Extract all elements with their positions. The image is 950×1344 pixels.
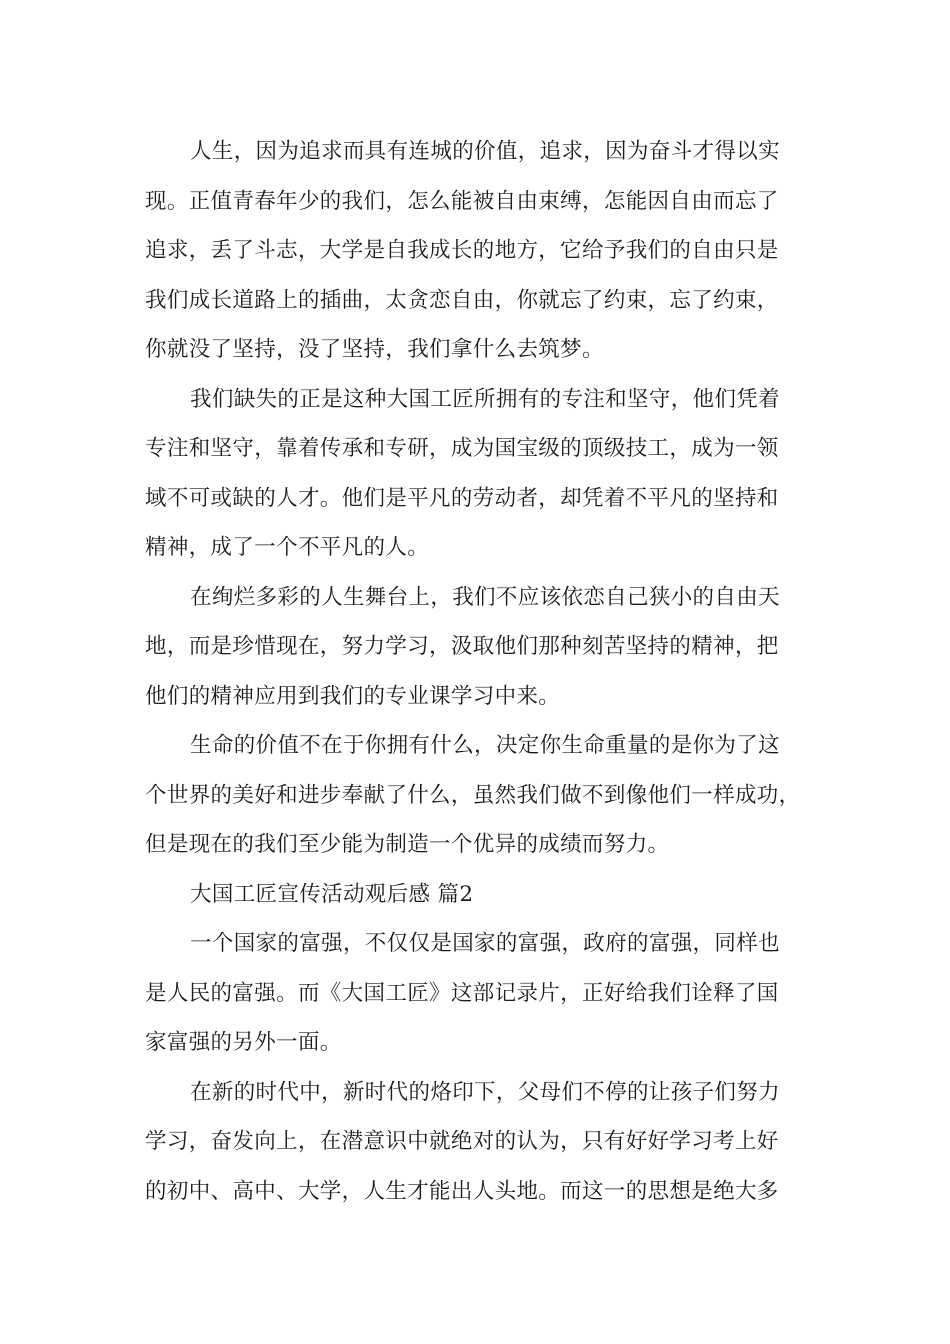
paragraph-2-line-2: 专注和坚守，靠着传承和专研，成为国宝级的顶级技工，成为一领 — [145, 436, 779, 461]
paragraph-3-line-1: 在绚烂多彩的人生舞台上，我们不应该依恋自己狭小的自由天 — [190, 585, 780, 610]
paragraph-1-line-2: 现。正值青春年少的我们，怎么能被自由束缚，怎能因自由而忘了 — [145, 189, 779, 214]
paragraph-4-line-3: 但是现在的我们至少能为制造一个优异的成绩而努力。 — [145, 832, 670, 857]
paragraph-2-line-4: 精神，成了一个不平凡的人。 — [145, 535, 430, 560]
paragraph-2-line-3: 域不可或缺的人才。他们是平凡的劳动者，却凭着不平凡的坚持和 — [145, 486, 779, 511]
paragraph-4-line-1: 生命的价值不在于你拥有什么，决定你生命重量的是你为了这 — [190, 733, 780, 758]
paragraph-3-line-3: 他们的精神应用到我们的专业课学习中来。 — [145, 684, 561, 709]
paragraph-5-line-2: 是人民的富强。而《大国工匠》这部记录片，正好给我们诠释了国 — [145, 981, 779, 1006]
paragraph-5-line-3: 家富强的另外一面。 — [145, 1030, 342, 1055]
paragraph-6-line-3: 的初中、高中、大学，人生才能出人头地。而这一的思想是绝大多 — [145, 1179, 779, 1204]
paragraph-1-line-1: 人生，因为追求而具有连城的价值，追求，因为奋斗才得以实 — [190, 139, 780, 164]
paragraph-1-line-4: 我们成长道路上的插曲，太贪恋自由，你就忘了约束，忘了约束， — [145, 288, 779, 313]
paragraph-2-line-1: 我们缺失的正是这种大国工匠所拥有的专注和坚守，他们凭着 — [190, 387, 780, 412]
paragraph-1-line-5: 你就没了坚持，没了坚持，我们拿什么去筑梦。 — [145, 337, 604, 362]
paragraph-4-line-2: 个世界的美好和进步奉献了什么，虽然我们做不到像他们一样成功， — [145, 783, 801, 808]
paragraph-1-line-3: 追求，丢了斗志，大学是自我成长的地方，它给予我们的自由只是 — [145, 238, 779, 263]
paragraph-3-line-2: 地，而是珍惜现在，努力学习，汲取他们那种刻苦坚持的精神，把 — [145, 634, 779, 659]
paragraph-6-line-1: 在新的时代中，新时代的烙印下，父母们不停的让孩子们努力 — [190, 1080, 780, 1105]
paragraph-5-line-1: 一个国家的富强，不仅仅是国家的富强，政府的富强，同样也 — [190, 931, 780, 956]
section-heading: 大国工匠宣传活动观后感 篇2 — [190, 882, 474, 907]
paragraph-6-line-2: 学习，奋发向上，在潜意识中就绝对的认为，只有好好学习考上好 — [145, 1129, 779, 1154]
